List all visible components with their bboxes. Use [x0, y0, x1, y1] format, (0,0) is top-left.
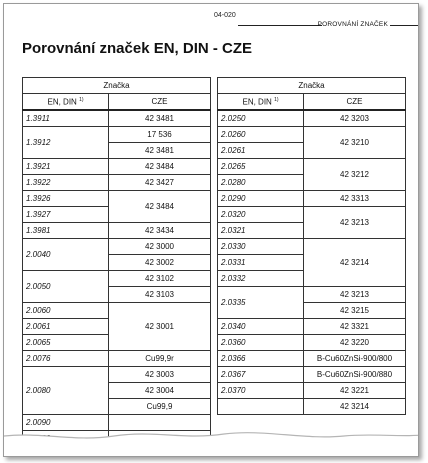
- page-number: 04-020: [214, 12, 236, 19]
- en-cell: 2.0080: [23, 367, 109, 415]
- cze-cell: B-Cu60ZnSi-900/800: [304, 351, 406, 367]
- cze-cell: Cu99,9: [109, 399, 211, 415]
- en-cell: 2.0265: [218, 159, 304, 175]
- cze-cell: 42 3220: [304, 335, 406, 351]
- en-cell: 1.3981: [23, 223, 109, 239]
- en-cell: 2.0367: [218, 367, 304, 383]
- en-cell: 2.0261: [218, 143, 304, 159]
- cze-cell: 17 536: [109, 127, 211, 143]
- cze-cell: 42 3212: [304, 159, 406, 191]
- cze-cell: B-Cu60ZnSi-900/880: [304, 367, 406, 383]
- en-cell: 2.0260: [218, 127, 304, 143]
- en-cell: 1.3927: [23, 207, 109, 223]
- cze-cell: 42 3214: [304, 239, 406, 287]
- cze-cell: 42 3004: [109, 383, 211, 399]
- cze-cell: 42 3215: [304, 303, 406, 319]
- en-cell: 2.0065: [23, 335, 109, 351]
- comparison-table-left: [22, 77, 211, 447]
- en-cell: 2.0366: [218, 351, 304, 367]
- en-cell: 2.0250: [218, 110, 304, 127]
- cze-cell: Cu99,9r: [109, 351, 211, 367]
- en-cell: 2.0321: [218, 223, 304, 239]
- table-group-header: Značka: [218, 78, 406, 94]
- col-header-en: EN, DIN $^{1)}$: [218, 94, 304, 111]
- cze-cell: 42 3221: [304, 383, 406, 399]
- en-cell: 1.3926: [23, 191, 109, 207]
- en-cell: 2.0076: [23, 351, 109, 367]
- en-cell: [218, 399, 304, 415]
- document-page: [3, 3, 419, 457]
- cze-cell: 42 3213: [304, 207, 406, 239]
- col-header-en: EN, DIN $^{1)}$: [23, 94, 109, 111]
- comparison-table-right: [217, 77, 406, 415]
- cze-cell: 42 3003: [109, 367, 211, 383]
- en-cell: 2.0360: [218, 335, 304, 351]
- torn-edge: [4, 422, 419, 457]
- en-cell: 2.0280: [218, 175, 304, 191]
- running-head-text: POROVNÁNÍ ZNAČEK: [317, 21, 388, 28]
- running-head-rule-right: [390, 25, 418, 26]
- cze-cell: 42 3434: [109, 223, 211, 239]
- en-cell: 2.0370: [218, 383, 304, 399]
- cze-cell: 42 3484: [109, 191, 211, 223]
- cze-cell: 42 3481: [109, 110, 211, 127]
- cze-cell: 42 3000: [109, 239, 211, 255]
- en-cell: 1.3921: [23, 159, 109, 175]
- en-cell: 2.0290: [218, 191, 304, 207]
- col-header-cze: CZE: [109, 94, 211, 111]
- en-cell: 2.0332: [218, 271, 304, 287]
- en-cell: 2.0061: [23, 319, 109, 335]
- en-cell: 2.0050: [23, 271, 109, 303]
- en-cell: 2.0331: [218, 255, 304, 271]
- en-cell: 2.0330: [218, 239, 304, 255]
- en-cell: 1.3922: [23, 175, 109, 191]
- en-cell: 1.3911: [23, 110, 109, 127]
- cze-cell: 42 3001: [109, 303, 211, 351]
- cze-cell: 42 3210: [304, 127, 406, 159]
- table-group-header: Značka: [23, 78, 211, 94]
- cze-cell: 42 3481: [109, 143, 211, 159]
- en-cell: 2.0320: [218, 207, 304, 223]
- cze-cell: 42 3213: [304, 287, 406, 303]
- running-head: [238, 21, 418, 29]
- cze-cell: 42 3214: [304, 399, 406, 415]
- page-title: Porovnání značek EN, DIN - CZE: [22, 40, 253, 57]
- cze-cell: 42 3002: [109, 255, 211, 271]
- en-cell: 1.3912: [23, 127, 109, 159]
- en-cell: 2.0340: [218, 319, 304, 335]
- en-cell: 2.0040: [23, 239, 109, 271]
- cze-cell: 42 3313: [304, 191, 406, 207]
- cze-cell: 42 3103: [109, 287, 211, 303]
- en-cell: 2.0090: [23, 415, 109, 431]
- cze-cell: 42 3321: [304, 319, 406, 335]
- col-header-cze: CZE: [304, 94, 406, 111]
- cze-cell: 42 3102: [109, 271, 211, 287]
- cze-cell: 42 3427: [109, 175, 211, 191]
- en-cell: 2.0335: [218, 287, 304, 319]
- en-cell: 2.0060: [23, 303, 109, 319]
- cze-cell: 42 3484: [109, 159, 211, 175]
- running-head-rule-left: [238, 25, 322, 26]
- cze-cell: 42 3203: [304, 110, 406, 127]
